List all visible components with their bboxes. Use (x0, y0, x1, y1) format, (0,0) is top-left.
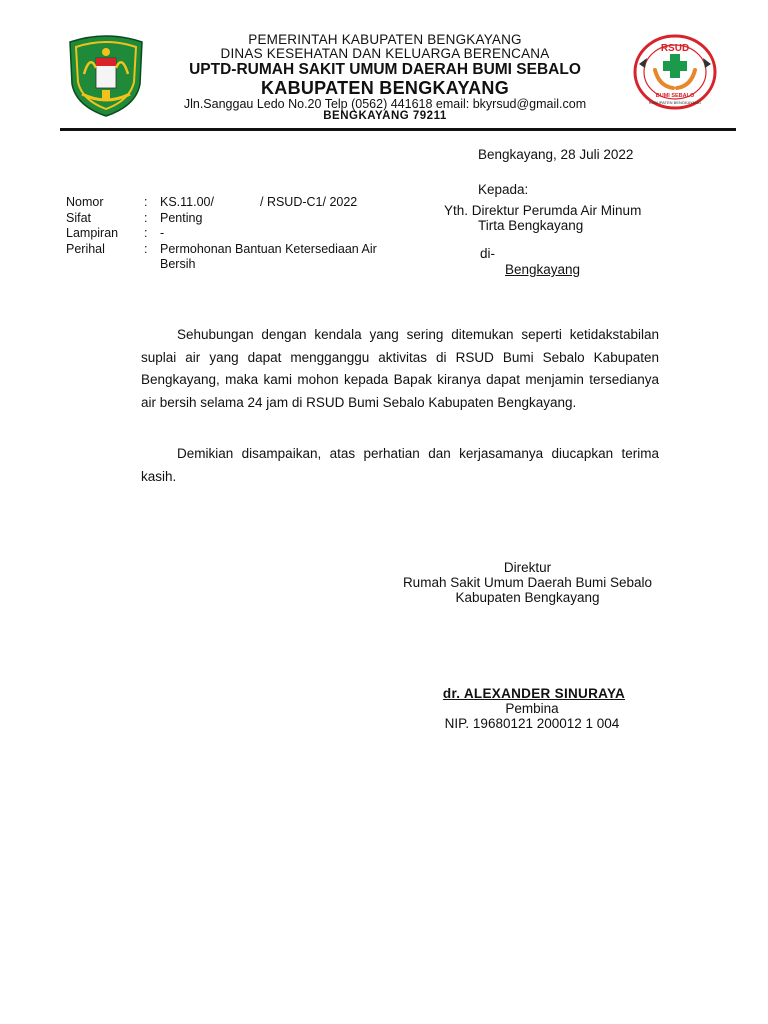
meta-label: Nomor (66, 195, 104, 209)
recipient-place: Bengkayang (505, 262, 581, 277)
recipient-line2: Tirta Bengkayang (478, 218, 584, 233)
body-paragraph-2: Demikian disampaikan, atas perhatian dan kerjasamanya diucapkan terima kasih. (141, 446, 659, 484)
signatory-name: dr. ALEXANDER SINURAYA (442, 686, 626, 701)
meta-colon: : (144, 210, 148, 225)
nomor-value-b: / RSUD-C1/ 2022 (260, 195, 358, 209)
meta-row-lampiran (66, 226, 410, 242)
meta-label: Sifat (66, 210, 92, 225)
nomor-value-a: KS.11.00/ (160, 195, 214, 209)
letterhead-hospital: UPTD-RUMAH SAKIT UMUM DAERAH BUMI SEBALO (189, 61, 581, 78)
signature-title-1: Direktur (503, 560, 552, 575)
recipient-line1: Yth. Direktur Perumda Air Minum (444, 203, 642, 218)
letterhead-department: DINAS KESEHATAN DAN KELUARGA BERENCANA (220, 46, 550, 61)
meta-label: Perihal (66, 241, 105, 256)
recipient-kepada: Kepada: (478, 182, 529, 197)
letterhead-regency: KABUPATEN BENGKAYANG (260, 78, 510, 98)
meta-value (160, 195, 410, 211)
logo-rsud-text: RSUD (660, 43, 690, 54)
letterhead-address: Jln.Sanggau Ledo No.20 Telp (0562) 441618 email: bkyrsud@gmail.com (183, 97, 587, 111)
meta-value: - (160, 226, 165, 240)
signature-block-title (380, 560, 675, 605)
recipient-di: di- (480, 246, 496, 261)
meta-row-sifat (66, 211, 410, 227)
meta-colon: : (144, 241, 148, 256)
meta-colon: : (144, 195, 148, 209)
regency-crest-logo (66, 34, 146, 118)
hospital-emblem-icon (633, 34, 717, 110)
logo-bottom-text: KABUPATEN BENGKAYANG (648, 100, 702, 105)
body-paragraph-1: Sehubungan dengan kendala yang sering ditemukan seperti ketidakstabilan suplai air yang dapat mengganggu aktivitas di RSUD Bumi Sebalo Kabupaten Bengkayang, maka kami mohon kepada Bapak kiranya dapat menjamin tersedianya air bersih selama 24 jam di RSUD Bumi Sebalo Kabupaten Bengkayang. (141, 327, 659, 410)
meta-value: Permohonan Bantuan Ketersediaan Air Bersih (160, 241, 377, 271)
meta-value: Penting (160, 210, 203, 225)
letterhead-government: PEMERINTAH KABUPATEN BENGKAYANG (248, 32, 522, 47)
meta-row-perihal (66, 242, 410, 273)
logo-ring-text: BUMI SEBALO (655, 93, 695, 99)
signature-block-name (380, 686, 680, 731)
meta-row-nomor (66, 195, 410, 211)
signatory-rank: Pembina (505, 701, 559, 716)
letterhead-city: BENGKAYANG 79211 (323, 110, 447, 122)
letterhead-divider (60, 128, 736, 131)
regency-crest-icon (66, 34, 146, 118)
letter-date: Bengkayang, 28 Juli 2022 (478, 147, 634, 162)
meta-colon: : (144, 226, 148, 240)
signature-title-3: Kabupaten Bengkayang (455, 590, 600, 605)
letter-metadata (66, 195, 410, 273)
signatory-nip: NIP. 19680121 200012 1 004 (444, 716, 620, 731)
meta-label: Lampiran (66, 226, 119, 240)
hospital-logo (633, 34, 717, 110)
signature-title-2: Rumah Sakit Umum Daerah Bumi Sebalo (402, 575, 653, 590)
